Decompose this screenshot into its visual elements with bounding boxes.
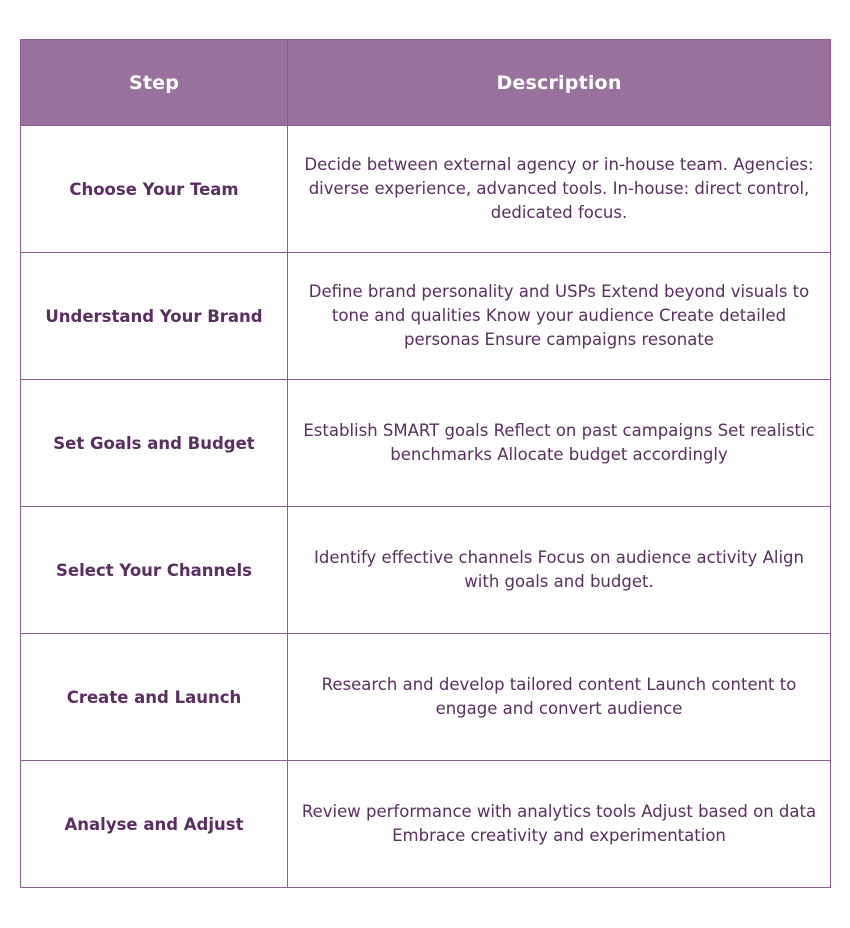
step-name-cell: Choose Your Team <box>21 126 288 253</box>
step-name-cell: Understand Your Brand <box>21 253 288 380</box>
step-name-cell: Select Your Channels <box>21 507 288 634</box>
step-description-cell: Review performance with analytics tools Adjust based on data Embrace creativity and experimentation <box>288 761 831 888</box>
step-description-cell: Define brand personality and USPs Extend beyond visuals to tone and qualities Know your audience Create detailed personas Ensure campaigns resonate <box>288 253 831 380</box>
step-name-cell: Set Goals and Budget <box>21 380 288 507</box>
step-description-cell: Identify effective channels Focus on audience activity Align with goals and budget. <box>288 507 831 634</box>
step-description-cell: Decide between external agency or in-house team. Agencies: diverse experience, advanced tools. In-house: direct control, dedicated focus. <box>288 126 831 253</box>
step-description-cell: Research and develop tailored content Launch content to engage and convert audience <box>288 634 831 761</box>
table-row <box>21 126 831 253</box>
table-header-row <box>21 40 831 126</box>
step-column-header: Step <box>21 40 288 126</box>
steps-table <box>20 39 831 888</box>
step-name-cell: Analyse and Adjust <box>21 761 288 888</box>
table-row <box>21 253 831 380</box>
table-row <box>21 380 831 507</box>
table-row <box>21 634 831 761</box>
description-column-header: Description <box>288 40 831 126</box>
step-description-cell: Establish SMART goals Reflect on past campaigns Set realistic benchmarks Allocate budget accordingly <box>288 380 831 507</box>
table-row <box>21 761 831 888</box>
step-name-cell: Create and Launch <box>21 634 288 761</box>
table-row <box>21 507 831 634</box>
